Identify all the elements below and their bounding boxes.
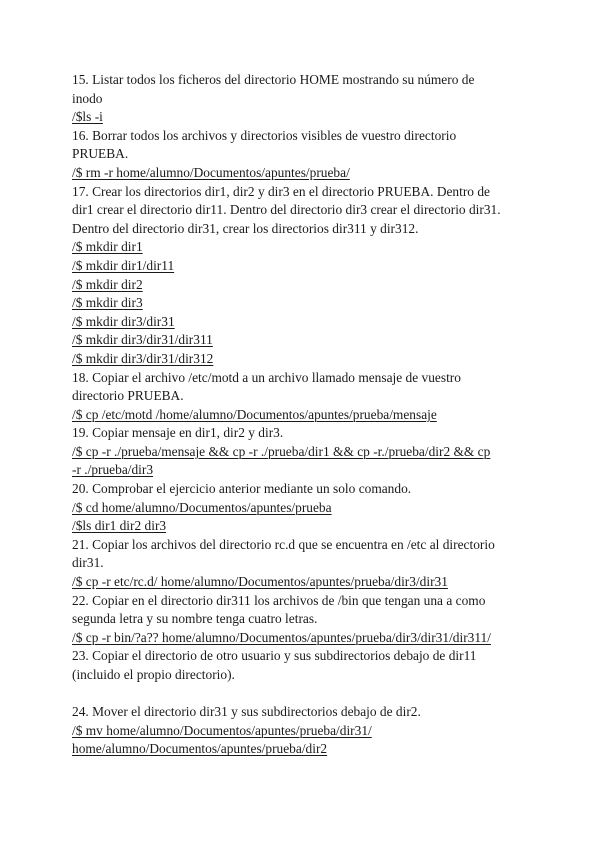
- command-line: /$ cd home/alumno/Documentos/apuntes/prueba: [72, 499, 332, 515]
- text-line: dir1 crear el directorio dir11. Dentro del directorio dir3 crear el directorio dir31.: [72, 202, 501, 218]
- command-line: /$ mkdir dir3: [72, 295, 143, 311]
- command-line: /$ mkdir dir1/dir11: [72, 257, 175, 273]
- command-line: /$ mkdir dir2: [72, 276, 143, 292]
- command-line: /$ mkdir dir3/dir31/dir312: [72, 350, 214, 366]
- text-line: directorio PRUEBA.: [72, 388, 184, 404]
- command-line: /$ mv home/alumno/Documentos/apuntes/prueba/dir31/: [72, 722, 372, 738]
- command-line: home/alumno/Documentos/apuntes/prueba/dir2: [72, 741, 328, 757]
- command-line: /$ cp /etc/motd /home/alumno/Documentos/apuntes/prueba/mensaje: [72, 406, 437, 422]
- text-line: 21. Copiar los archivos del directorio rc.d que se encuentra en /etc al directorio: [72, 536, 495, 552]
- command-line: -r ./prueba/dir3: [72, 462, 154, 478]
- text-line: dir31.: [72, 555, 104, 571]
- text-line: 19. Copiar mensaje en dir1, dir2 y dir3.: [72, 425, 284, 441]
- text-line: 23. Copiar el directorio de otro usuario y sus subdirectorios debajo de dir11: [72, 648, 477, 664]
- command-line: /$ rm -r home/alumno/Documentos/apuntes/prueba/: [72, 164, 350, 180]
- text-line: 24. Mover el directorio dir31 y sus subdirectorios debajo de dir2.: [72, 704, 421, 720]
- command-line: /$ls dir1 dir2 dir3: [72, 518, 167, 534]
- text-line: 18. Copiar el archivo /etc/motd a un archivo llamado mensaje de vuestro: [72, 369, 461, 385]
- text-line: Dentro del directorio dir31, crear los directorios dir311 y dir312.: [72, 220, 419, 236]
- document-page: [72, 71, 532, 759]
- command-line: /$ cp -r etc/rc.d/ home/alumno/Documentos/apuntes/prueba/dir3/dir31: [72, 574, 448, 590]
- text-line: PRUEBA.: [72, 146, 129, 162]
- text-line: inodo: [72, 90, 103, 106]
- command-line: /$ls -i: [72, 109, 103, 125]
- command-line: /$ cp -r bin/?a?? home/alumno/Documentos/apuntes/prueba/dir3/dir31/dir311/: [72, 629, 491, 645]
- text-line: 22. Copiar en el directorio dir311 los archivos de /bin que tengan una a como: [72, 592, 486, 608]
- text-line: 15. Listar todos los ficheros del directorio HOME mostrando su número de: [72, 72, 475, 87]
- command-line: /$ cp -r ./prueba/mensaje && cp -r ./prueba/dir1 && cp -r./prueba/dir2 && cp: [72, 443, 491, 459]
- text-line: 17. Crear los directorios dir1, dir2 y dir3 en el directorio PRUEBA. Dentro de: [72, 183, 490, 199]
- blank-line: [72, 685, 532, 704]
- text-line: 20. Comprobar el ejercicio anterior mediante un solo comando.: [72, 481, 412, 497]
- text-line: (incluido el propio directorio).: [72, 667, 235, 682]
- text-line: segunda letra y su nombre tenga cuatro letras.: [72, 611, 318, 627]
- text-line: 16. Borrar todos los archivos y directorios visibles de vuestro directorio: [72, 127, 457, 143]
- command-line: /$ mkdir dir1: [72, 239, 143, 255]
- command-line: /$ mkdir dir3/dir31: [72, 313, 175, 329]
- command-line: /$ mkdir dir3/dir31/dir311: [72, 332, 213, 348]
